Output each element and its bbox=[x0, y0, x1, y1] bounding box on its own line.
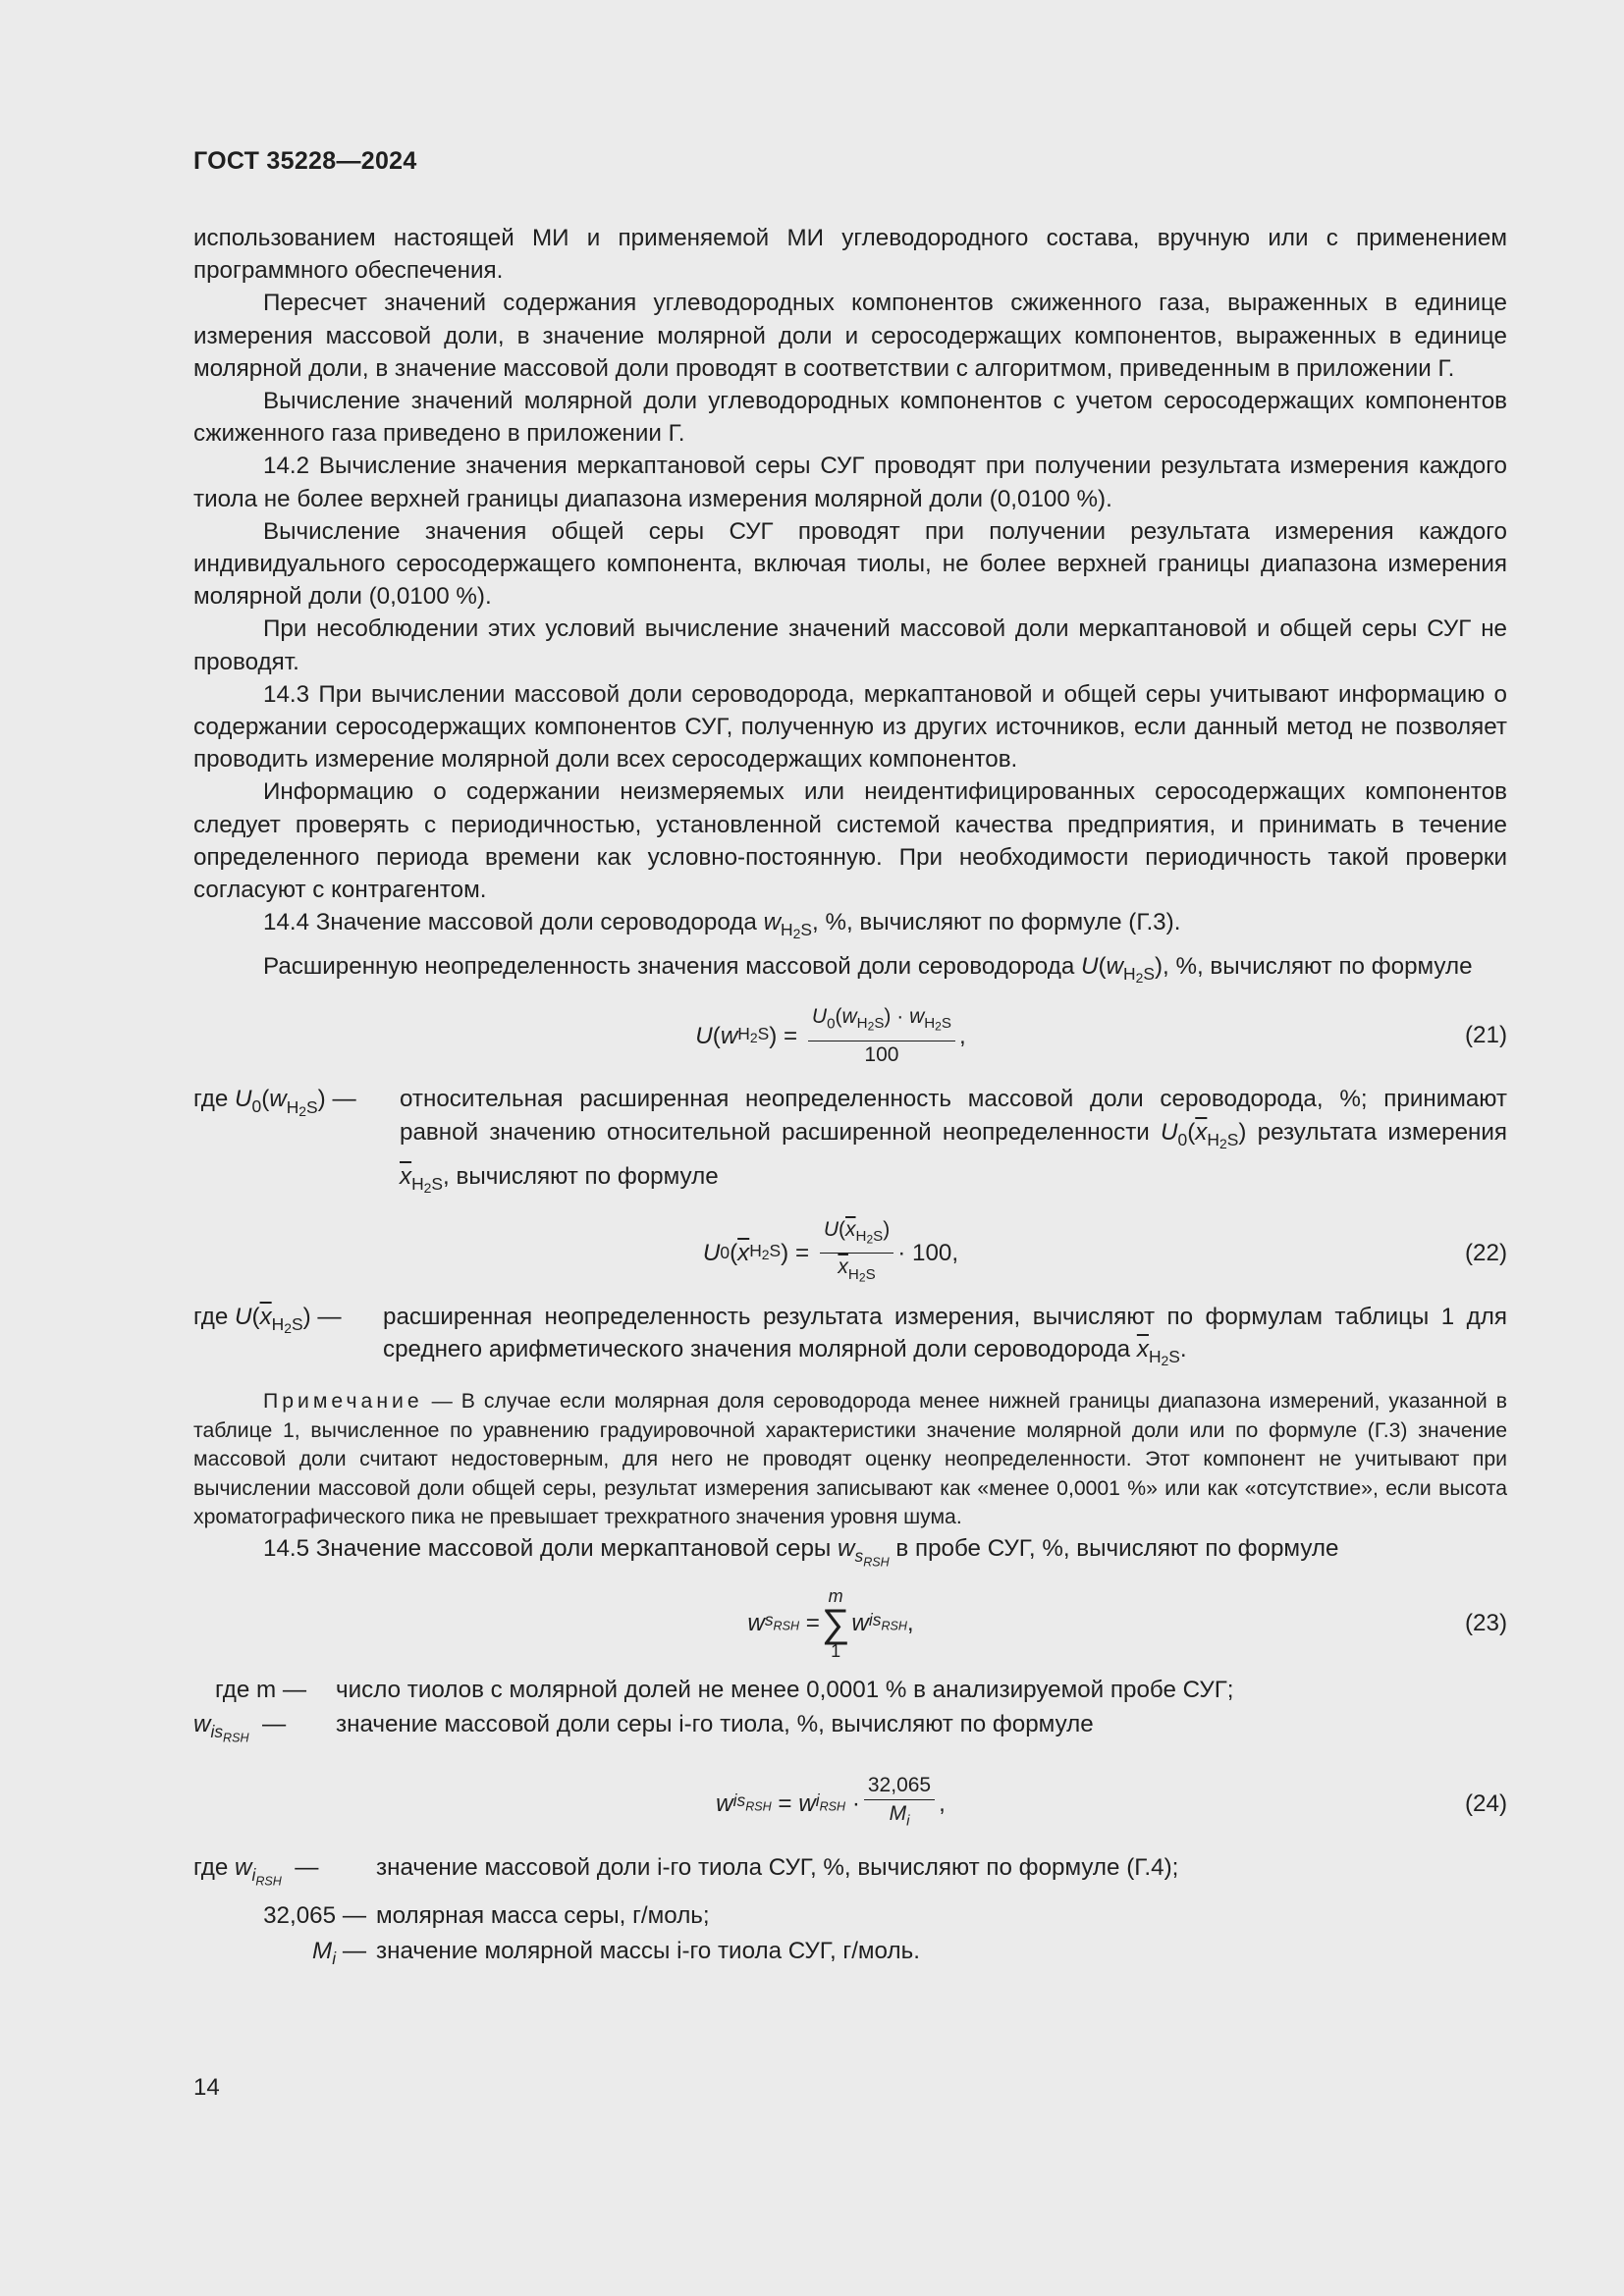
symbol-x-bar: $\overline{x}$ bbox=[845, 1217, 856, 1241]
sum-upper-limit: m bbox=[828, 1585, 843, 1606]
formula-21 bbox=[193, 996, 1507, 1075]
equals-sign: = bbox=[794, 1240, 810, 1267]
paren: ) bbox=[883, 1217, 891, 1241]
subscript-rsh: RSH bbox=[773, 1619, 799, 1633]
equals-sign: = bbox=[784, 1022, 798, 1049]
symbol-w: w bbox=[747, 1610, 765, 1637]
paren: ( bbox=[839, 1217, 846, 1241]
comma: , bbox=[906, 1610, 914, 1637]
fraction bbox=[864, 1773, 935, 1834]
paragraph: Информацию о содержании неизмеряемых или неидентифицированных серосодержащих компонентов следует проверять с периодичностью, установленной системой качества предприятия, и принимать в течение определенного периода времени как условно-постоянную. При необходимости периодичность такой проверки согласуют с контрагентом. bbox=[193, 778, 1507, 904]
where-block-1 bbox=[193, 1083, 1507, 1203]
paren: ) bbox=[302, 1303, 311, 1330]
where-text bbox=[400, 1083, 1507, 1203]
symbol-x-bar: $\overline{x}$ bbox=[838, 1255, 848, 1279]
symbol-w: w bbox=[193, 1710, 211, 1737]
symbol-x-bar: $\overline{x}$ bbox=[259, 1303, 272, 1330]
symbol-x-bar: $\overline{x}$ bbox=[737, 1240, 750, 1267]
paragraph bbox=[193, 950, 1507, 994]
paragraph: Пересчет значений содержания углеводородных компонентов сжиженного газа, выраженных в единице измерения массовой доли, в значение молярной доли и серосодержащих компонентов, выраженных в единице молярной доли, в значение массовой доли проводят в соответствии с алгоритмом, приведенным в приложении Г. bbox=[193, 290, 1507, 382]
subscript bbox=[251, 1864, 282, 1889]
symbol-U: U bbox=[235, 1086, 252, 1113]
paren: ( bbox=[251, 1303, 260, 1330]
text-span: расширенная неопределенность результата измерения, вычисляют по формулам таблицы 1 для среднего арифметического значения молярной доли сероводорода bbox=[383, 1303, 1507, 1362]
where-text: расширенная неопределенность результата измерения, вычисляют по формулам таблицы 1 для среднего арифметического значения молярной доли сероводорода $\overline{x}_{H2S}$. bbox=[383, 1303, 1507, 1368]
document-header: ГОСТ 35228—2024 bbox=[193, 147, 417, 175]
paragraph-14-4 bbox=[193, 906, 1507, 950]
symbol-x-bar: $\overline{x}$ bbox=[400, 1162, 412, 1190]
formula-number: (21) bbox=[1464, 1022, 1507, 1049]
paragraph: Вычисление значений молярной доли углеводородных компонентов с учетом серосодержащих компонентов сжиженного газа приведено в приложении Г. bbox=[193, 388, 1507, 448]
dash: — bbox=[342, 1902, 366, 1930]
paren: ( bbox=[1098, 953, 1107, 981]
symbol-w: w bbox=[235, 1853, 252, 1881]
denominator bbox=[838, 1254, 875, 1290]
numerator bbox=[820, 1217, 893, 1255]
fraction bbox=[808, 1004, 955, 1068]
subscript-h2s: H2S bbox=[411, 1173, 444, 1196]
where-text: значение массовой доли серы i-го тиола, %, вычисляют по формуле bbox=[336, 1710, 1094, 1737]
formula-body bbox=[193, 996, 1507, 1075]
formula-number: (23) bbox=[1464, 1609, 1507, 1636]
symbol-U: U bbox=[695, 1022, 713, 1049]
subscript-h2s: H2S bbox=[749, 1241, 782, 1263]
formula-body bbox=[193, 1765, 1507, 1843]
subscript-is: is bbox=[732, 1789, 746, 1810]
subscript bbox=[733, 1785, 772, 1824]
dash: — bbox=[295, 1853, 319, 1881]
subscript-h2s: H2S bbox=[1123, 964, 1155, 987]
subscript bbox=[854, 1546, 890, 1570]
sigma-icon: ∑ bbox=[821, 1601, 850, 1645]
numerator bbox=[808, 1004, 955, 1041]
subscript-rsh: RSH bbox=[863, 1555, 890, 1570]
symbol-w: w bbox=[909, 1005, 925, 1029]
where-block-3 bbox=[193, 1674, 1507, 1755]
text-span: в пробе СУГ, %, вычисляют по формуле bbox=[889, 1535, 1339, 1563]
formula-22 bbox=[193, 1214, 1507, 1293]
where-label bbox=[193, 1708, 326, 1755]
subscript-h2s: H2S bbox=[781, 920, 812, 942]
where-label bbox=[193, 1674, 326, 1706]
subscript-i: i bbox=[906, 1812, 910, 1830]
paren: ) bbox=[769, 1022, 778, 1049]
subscript bbox=[816, 1785, 845, 1824]
text-span: , вычисляют по формуле bbox=[443, 1162, 719, 1190]
text-span: , %, вычисляют по формуле bbox=[1163, 953, 1473, 981]
formula-23 bbox=[193, 1581, 1507, 1666]
subscript-rsh: RSH bbox=[255, 1874, 282, 1889]
dash: — bbox=[332, 1086, 356, 1113]
paragraph-14-2: 14.2 Вычисление значения меркаптановой серы СУГ проводят при получении результата измерения каждого тиола не более верхней границы диапазона измерения молярной доли (0,0100 %). bbox=[193, 453, 1507, 512]
paren: ) bbox=[1154, 953, 1164, 981]
subscript-h2s: H2S bbox=[1207, 1129, 1239, 1151]
paragraph: использованием настоящей МИ и применяемой МИ углеводородного состава, вручную или с применением программного обеспечения. bbox=[193, 225, 1507, 285]
symbol-U: U bbox=[811, 1005, 828, 1029]
symbol-M: M bbox=[889, 1802, 907, 1826]
dash: — bbox=[261, 1710, 287, 1737]
paragraph-14-5 bbox=[193, 1532, 1507, 1579]
symbol-U: U bbox=[702, 1240, 721, 1267]
denominator bbox=[890, 1800, 910, 1834]
symbol-w: w bbox=[1106, 953, 1123, 981]
symbol-w: w bbox=[838, 1535, 855, 1563]
symbol-w: w bbox=[716, 1790, 733, 1817]
paragraph: Вычисление значения общей серы СУГ проводят при получении результата измерения каждого индивидуального серосодержащего компонента, включая тиолы, не более верхней границы диапазона измерения молярной доли (0,0100 %). bbox=[193, 517, 1507, 611]
formula-number: (24) bbox=[1464, 1789, 1507, 1817]
sum-lower-limit: 1 bbox=[831, 1640, 841, 1661]
subscript-h2s: H2S bbox=[737, 1023, 770, 1045]
formula-number: (22) bbox=[1464, 1239, 1507, 1266]
symbol-U: U bbox=[823, 1217, 839, 1241]
formula-body bbox=[193, 1214, 1507, 1293]
paren: ) bbox=[884, 1005, 892, 1029]
note bbox=[193, 1387, 1507, 1532]
note-label: Примечание bbox=[263, 1390, 423, 1414]
numerator: 32,065 bbox=[864, 1773, 935, 1800]
text-span: относительная расширенная неопределенность массовой доли сероводорода, %; принимают равной значению относительной расширенной неопределенности bbox=[400, 1086, 1507, 1146]
equals-sign: = bbox=[805, 1610, 820, 1637]
where-label bbox=[193, 1301, 373, 1377]
where-text: значение молярной массы i-го тиола СУГ, г/моль. bbox=[376, 1937, 920, 1964]
subscript-rsh: RSH bbox=[819, 1799, 846, 1814]
text-span: результата измерения bbox=[1246, 1118, 1507, 1146]
paren: ( bbox=[261, 1086, 270, 1113]
paren: ( bbox=[835, 1005, 842, 1029]
where-label bbox=[193, 1935, 366, 1975]
subscript-rsh: RSH bbox=[223, 1731, 249, 1745]
subscript-rsh: RSH bbox=[881, 1619, 907, 1633]
comma: , bbox=[958, 1022, 966, 1049]
symbol-w: w bbox=[763, 909, 782, 936]
subscript-h2s: H2S bbox=[271, 1313, 303, 1336]
where-label bbox=[193, 1851, 366, 1898]
symbol-U: U bbox=[1161, 1118, 1178, 1146]
subscript bbox=[869, 1604, 907, 1643]
symbol-w: w bbox=[841, 1005, 857, 1029]
where-label bbox=[193, 1899, 366, 1932]
symbol-w: w bbox=[851, 1610, 869, 1637]
page-number: 14 bbox=[193, 2074, 220, 2101]
paren: ( bbox=[730, 1240, 738, 1267]
subscript-h2s: H2S bbox=[1148, 1347, 1180, 1368]
where-block-4 bbox=[193, 1851, 1507, 1975]
dot-operator: · bbox=[851, 1790, 860, 1817]
note-text: — В случае если молярная доля сероводорода менее нижней границы диапазона измерений, указанной в таблице 1, вычисленное по уравнению градуировочной характеристики значение молярной доли или по формуле (Г.3) значение массовой доли считают недостоверным, для него не проводят оценку неопределенности. Этот компонент не учитывают при вычислении массовой доли общей серы, результат измерения записывают как «менее 0,0001 %» или как «отсутствие», если высота хроматографического пика не превышает трехкратного значения уровня шума. bbox=[193, 1390, 1507, 1529]
dot-operator: · bbox=[896, 1005, 904, 1029]
paren: ) bbox=[781, 1240, 789, 1267]
symbol-U: U bbox=[235, 1303, 252, 1330]
where-block-2 bbox=[193, 1301, 1507, 1377]
dash: — bbox=[317, 1303, 342, 1330]
subscript-h2s: H2S bbox=[856, 1015, 885, 1034]
subscript-s: s bbox=[764, 1609, 774, 1629]
text-span: где bbox=[193, 1086, 236, 1113]
denominator: 100 bbox=[864, 1042, 899, 1066]
paren: ( bbox=[712, 1022, 721, 1049]
text-span: 32,065 bbox=[263, 1902, 337, 1930]
subscript bbox=[765, 1604, 799, 1643]
text-span: где bbox=[193, 1303, 236, 1330]
subscript-0: 0 bbox=[1177, 1129, 1188, 1149]
subscript-i: i bbox=[251, 1864, 256, 1885]
text-span: где m bbox=[215, 1676, 277, 1703]
comma: , bbox=[939, 1790, 946, 1817]
subscript-rsh: RSH bbox=[745, 1799, 772, 1814]
summation bbox=[822, 1586, 850, 1661]
paragraph-14-3: 14.3 При вычислении массовой доли сероводорода, меркаптановой и общей серы учитывают информацию о содержании серосодержащих компонентов СУГ, полученную из других источников, если данный метод не позволяет проводить измерение молярной доли всех серосодержащих компонентов. bbox=[193, 680, 1507, 774]
text-span: , %, вычисляют по формуле (Г.3). bbox=[812, 909, 1181, 936]
subscript-is: is bbox=[210, 1722, 224, 1742]
symbol-w: w bbox=[269, 1086, 287, 1113]
fraction bbox=[820, 1217, 893, 1290]
subscript bbox=[210, 1722, 249, 1745]
subscript-h2s: H2S bbox=[924, 1015, 951, 1034]
paren: ) bbox=[1238, 1118, 1247, 1146]
subscript-h2s: H2S bbox=[847, 1265, 876, 1284]
symbol-w: w bbox=[798, 1790, 816, 1817]
subscript-h2s: H2S bbox=[286, 1096, 318, 1119]
paren: ( bbox=[1187, 1118, 1196, 1146]
subscript-i: i bbox=[332, 1948, 337, 1968]
formula-tail: · 100, bbox=[897, 1240, 959, 1267]
where-text: молярная масса серы, г/моль; bbox=[376, 1902, 710, 1930]
where-text: число тиолов с молярной долей не менее 0,0001 % в анализируемой пробе СУГ; bbox=[336, 1676, 1234, 1703]
subscript-i: i bbox=[815, 1789, 820, 1810]
dash: — bbox=[342, 1937, 366, 1964]
symbol-w: w bbox=[720, 1022, 738, 1049]
symbol-x-bar: $\overline{x}$ bbox=[1136, 1335, 1149, 1362]
text-span: где bbox=[193, 1853, 236, 1881]
dash: — bbox=[282, 1676, 307, 1703]
text-span: 14.4 Значение массовой доли сероводорода bbox=[263, 909, 764, 936]
paragraph: При несоблюдении этих условий вычисление значений массовой доли меркаптановой и общей серы СУГ не проводят. bbox=[193, 615, 1507, 675]
where-label bbox=[193, 1083, 390, 1203]
text-span: 14.5 Значение массовой доли меркаптановой серы bbox=[263, 1535, 839, 1563]
equals-sign: = bbox=[778, 1790, 792, 1817]
paren: ) bbox=[317, 1086, 326, 1113]
where-text: значение массовой доли i-го тиола СУГ, %, вычисляют по формуле (Г.4); bbox=[376, 1853, 1179, 1881]
subscript-is: is bbox=[868, 1609, 882, 1629]
document-body bbox=[193, 222, 1507, 1985]
symbol-U: U bbox=[1081, 953, 1099, 981]
subscript-h2s: H2S bbox=[855, 1227, 884, 1247]
formula-body bbox=[193, 1581, 1507, 1666]
text-span: Расширенную неопределенность значения массовой доли сероводорода bbox=[263, 953, 1081, 981]
subscript-s: s bbox=[854, 1546, 864, 1567]
subscript-0: 0 bbox=[720, 1243, 731, 1263]
subscript-0: 0 bbox=[251, 1096, 262, 1117]
symbol-x-bar: $\overline{x}$ bbox=[1195, 1118, 1208, 1146]
symbol-M: M bbox=[312, 1937, 333, 1964]
subscript-0: 0 bbox=[827, 1015, 836, 1033]
formula-24 bbox=[193, 1765, 1507, 1843]
